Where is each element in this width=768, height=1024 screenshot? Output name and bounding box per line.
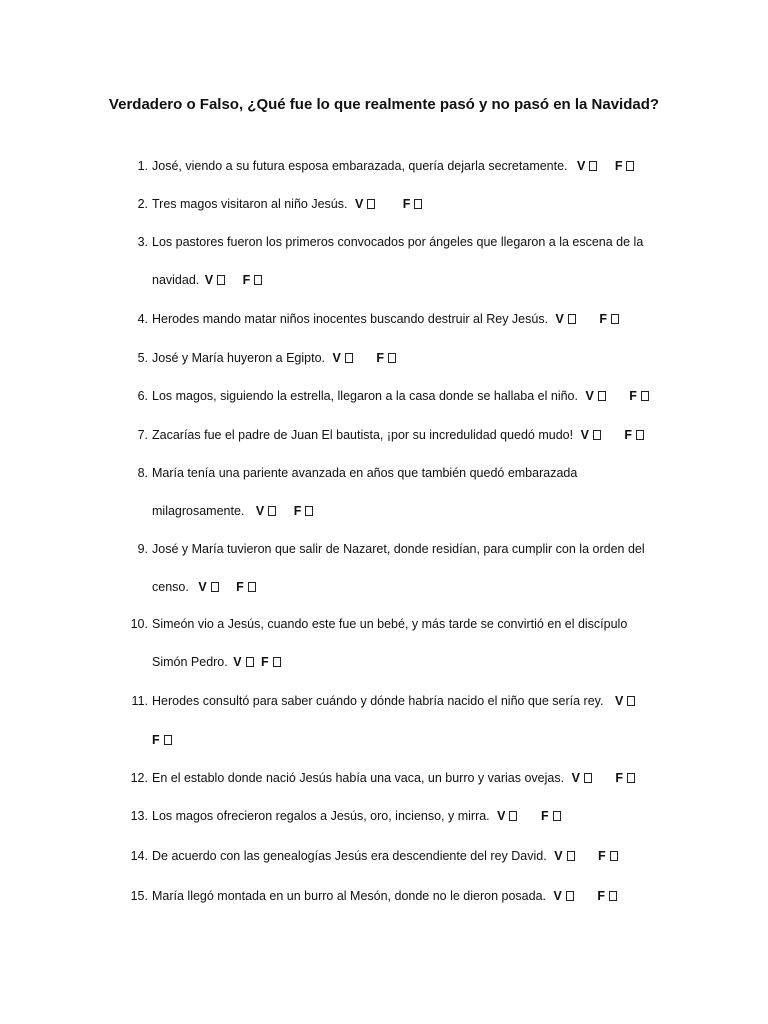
item-number: 5. (137, 351, 148, 365)
item-line (152, 732, 172, 748)
true-checkbox[interactable] (589, 161, 597, 171)
item-text: María tenía una pariente avanzada en años que también quedó embarazada (152, 466, 578, 480)
false-checkbox[interactable] (388, 353, 396, 363)
true-checkbox[interactable] (568, 314, 576, 324)
false-checkbox[interactable] (627, 773, 635, 783)
true-label: V (354, 197, 364, 211)
item-line (152, 693, 635, 709)
true-checkbox[interactable] (268, 506, 276, 516)
false-label: F (402, 197, 411, 211)
item-number: 7. (137, 428, 148, 442)
true-checkbox[interactable] (217, 275, 225, 285)
item-line (152, 503, 313, 519)
item-line (152, 888, 617, 904)
false-label: F (293, 504, 302, 518)
true-label: V (555, 312, 564, 326)
item-text: José y María tuvieron que salir de Nazaret, donde residían, para cumplir con la orden del (152, 542, 645, 556)
true-checkbox[interactable] (627, 696, 635, 706)
false-checkbox[interactable] (414, 199, 422, 209)
true-checkbox[interactable] (593, 430, 601, 440)
item-number: 13. (130, 809, 148, 823)
item-text: Herodes consultó para saber cuándo y dónde habría nacido el niño que sería rey. (152, 694, 604, 708)
true-checkbox[interactable] (246, 657, 254, 667)
item-number: 3. (137, 235, 148, 249)
false-label: F (376, 351, 384, 365)
item-number: 10. (130, 617, 148, 631)
false-label: F (624, 428, 633, 442)
item-text: Los pastores fueron los primeros convocados por ángeles que llegaron a la escena de la (152, 235, 644, 249)
false-checkbox[interactable] (248, 582, 256, 592)
item-text: Simón Pedro. (152, 655, 228, 669)
true-label: V (554, 849, 563, 863)
false-checkbox[interactable] (254, 275, 262, 285)
false-checkbox[interactable] (610, 851, 618, 861)
true-label: V (585, 389, 594, 403)
item-line (152, 158, 634, 174)
true-label: V (204, 273, 214, 287)
item-number: 6. (137, 389, 148, 403)
item-number: 1. (137, 159, 148, 173)
false-checkbox[interactable] (626, 161, 634, 171)
false-label: F (261, 655, 269, 669)
false-label: F (236, 580, 244, 594)
item-line (152, 654, 281, 670)
item-line (152, 311, 619, 327)
item-text: navidad. (152, 273, 200, 287)
false-label: F (540, 809, 549, 823)
item-line (152, 579, 256, 595)
true-label: V (571, 771, 580, 785)
item-text: Los magos, siguiendo la estrella, llegaron a la casa donde se hallaba el niño. (152, 389, 578, 403)
true-label: V (233, 655, 242, 669)
item-text: Zacarías fue el padre de Juan El bautista, ¡por su incredulidad quedó mudo! (152, 428, 574, 442)
true-checkbox[interactable] (509, 811, 517, 821)
true-checkbox[interactable] (367, 199, 375, 209)
false-label: F (242, 273, 251, 287)
item-line (152, 427, 644, 443)
item-text: En el establo donde nació Jesús había una vaca, un burro y varias ovejas. (152, 771, 565, 785)
item-text: Los magos ofrecieron regalos a Jesús, oro, incienso, y mirra. (152, 809, 490, 823)
false-label: F (152, 733, 160, 747)
item-line (152, 848, 618, 864)
true-checkbox[interactable] (566, 891, 574, 901)
false-checkbox[interactable] (611, 314, 619, 324)
item-line (152, 770, 635, 786)
false-label: F (614, 159, 623, 173)
true-label: V (198, 580, 207, 594)
true-label: V (553, 889, 562, 903)
item-number: 14. (130, 849, 148, 863)
item-number: 8. (137, 466, 148, 480)
true-label: V (580, 428, 589, 442)
item-line (152, 196, 422, 212)
true-checkbox[interactable] (598, 391, 606, 401)
false-checkbox[interactable] (273, 657, 281, 667)
false-checkbox[interactable] (553, 811, 561, 821)
false-checkbox[interactable] (164, 735, 172, 745)
item-text: Simeón vio a Jesús, cuando este fue un bebé, y más tarde se convirtió en el discípulo (152, 617, 628, 631)
item-text: censo. (152, 580, 189, 594)
item-number: 11. (131, 694, 148, 708)
false-checkbox[interactable] (609, 891, 617, 901)
item-number: 12. (130, 771, 148, 785)
false-checkbox[interactable] (305, 506, 313, 516)
item-text: Herodes mando matar niños inocentes buscando destruir al Rey Jesús. (152, 312, 549, 326)
page-title: Verdadero o Falso, ¿Qué fue lo que realmente pasó y no pasó en la Navidad? (108, 96, 660, 113)
item-number: 4. (137, 312, 148, 326)
item-line (152, 808, 561, 824)
item-line (152, 272, 262, 288)
item-number: 15. (130, 889, 148, 903)
item-line (152, 388, 649, 404)
false-label: F (598, 849, 606, 863)
item-text: milagrosamente. (152, 504, 245, 518)
true-checkbox[interactable] (345, 353, 353, 363)
false-label: F (597, 889, 605, 903)
true-label: V (614, 694, 624, 708)
true-checkbox[interactable] (584, 773, 592, 783)
false-label: F (599, 312, 607, 326)
true-checkbox[interactable] (567, 851, 575, 861)
true-checkbox[interactable] (211, 582, 219, 592)
true-label: V (497, 809, 506, 823)
false-label: F (629, 389, 637, 403)
item-text: José y María huyeron a Egipto. (152, 351, 326, 365)
true-label: V (255, 504, 265, 518)
item-text: José, viendo a su futura esposa embarazada, quería dejarla secretamente. (152, 159, 568, 173)
item-text: Tres magos visitaron al niño Jesús. (152, 197, 348, 211)
item-line (152, 350, 396, 366)
false-checkbox[interactable] (636, 430, 644, 440)
true-label: V (332, 351, 341, 365)
item-number: 9. (137, 542, 148, 556)
item-text: María llegó montada en un burro al Mesón, donde no le dieron posada. (152, 889, 547, 903)
item-number: 2. (137, 197, 148, 211)
item-text: De acuerdo con las genealogías Jesús era descendiente del rey David. (152, 849, 547, 863)
true-label: V (577, 159, 586, 173)
false-checkbox[interactable] (641, 391, 649, 401)
false-label: F (615, 771, 624, 785)
